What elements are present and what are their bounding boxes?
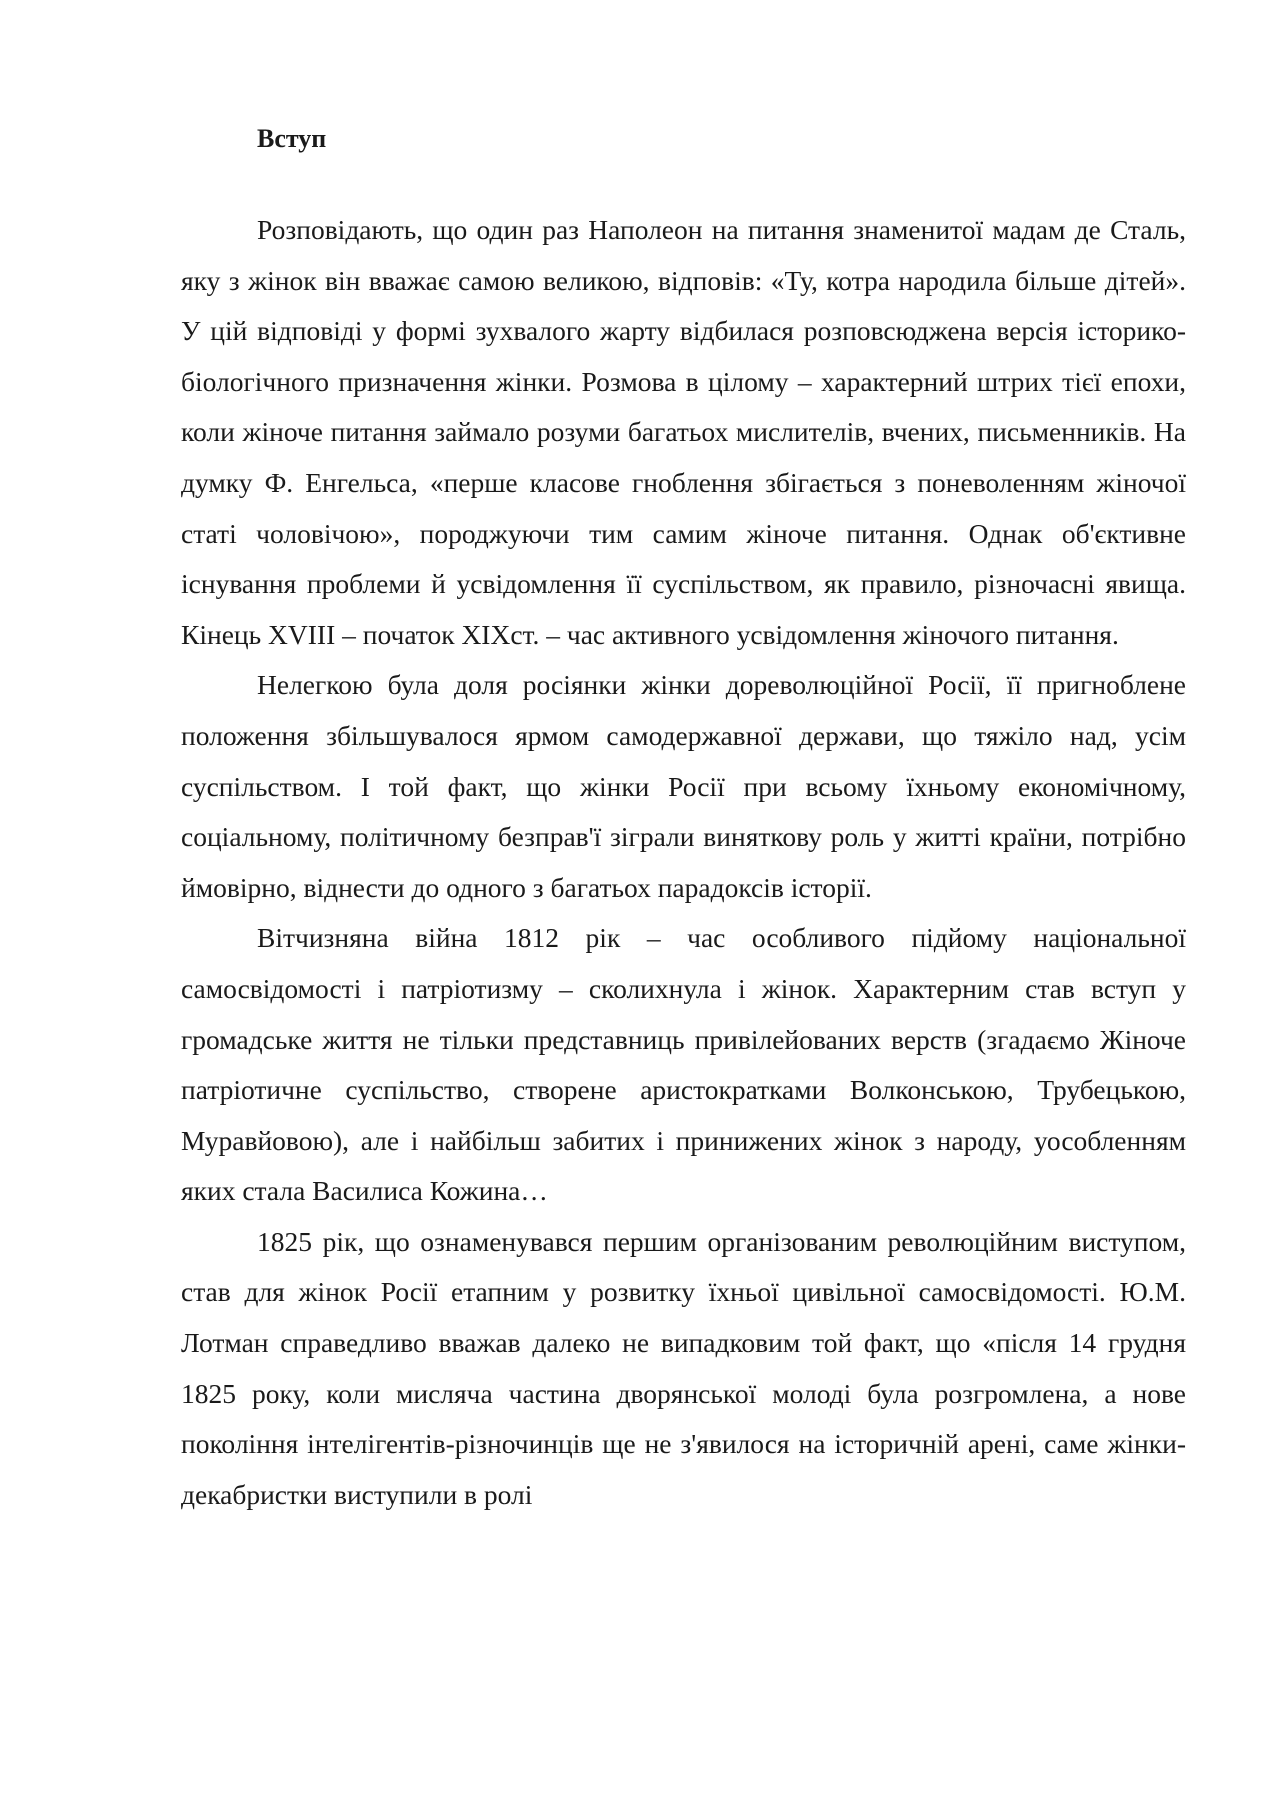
body-text <box>181 205 1186 1520</box>
paragraph: Вітчизняна війна 1812 рік – час особливого підйому національної самосвідомості і патріотизму – сколихнула і жінок. Характерним став вступ у громадське життя не тільки представниць привілейованих верств (згадаємо Жіноче патріотичне суспільство, створене аристократками Волконською, Трубецькою, Муравйовою), але і найбільш забитих і принижених жінок з народу, уособленням яких стала Василиса Кожина… <box>181 922 1186 1207</box>
paragraph: 1825 рік, що ознаменувався першим організованим революційним виступом, став для жінок Росії етапним у розвитку їхньої цивільної самосвідомості. Ю.М. Лотман справедливо вважав далеко не випадковим той факт, що «після 14 грудня 1825 року, коли мисляча частина дворянської молоді була розгромлена, а нове покоління інтелігентів-різночинців ще не з'явилося на історичній арені, саме жінки-декабристки виступили в ролі <box>181 1225 1186 1510</box>
paragraph: Нелегкою була доля росіянки жінки дореволюційної Росії, її пригноблене положення збільшувалося ярмом самодержавної держави, що тяжіло над, усім суспільством. І той факт, що жінки Росії при всьому їхньому економічному, соціальному, політичному безправ'ї зіграли виняткову роль у житті країни, потрібно ймовірно, віднести до одного з багатьох парадоксів історії. <box>181 669 1186 903</box>
section-heading: Вступ <box>257 124 327 153</box>
paragraph: Розповідають, що один раз Наполеон на питання знаменитої мадам де Сталь, яку з жінок він вважає самою великою, відповів: «Ту, котра народила більше дітей». У цій відповіді у формі зухвалого жарту відбилася розповсюджена версія історико-біологічного призначення жінки. Розмова в цілому – характерний штрих тієї епохи, коли жіноче питання займало розуми багатьох мислителів, вчених, письменників. На думку Ф. Енгельса, «перше класове гноблення збігається з поневоленням жіночої статі чоловічою», породжуючи тим самим жіноче питання. Однак об'єктивне існування проблеми й усвідомлення її суспільством, як правило, різночасні явища. Кінець XVIII – початок XIXст. – час активного усвідомлення жіночого питання. <box>181 214 1186 650</box>
